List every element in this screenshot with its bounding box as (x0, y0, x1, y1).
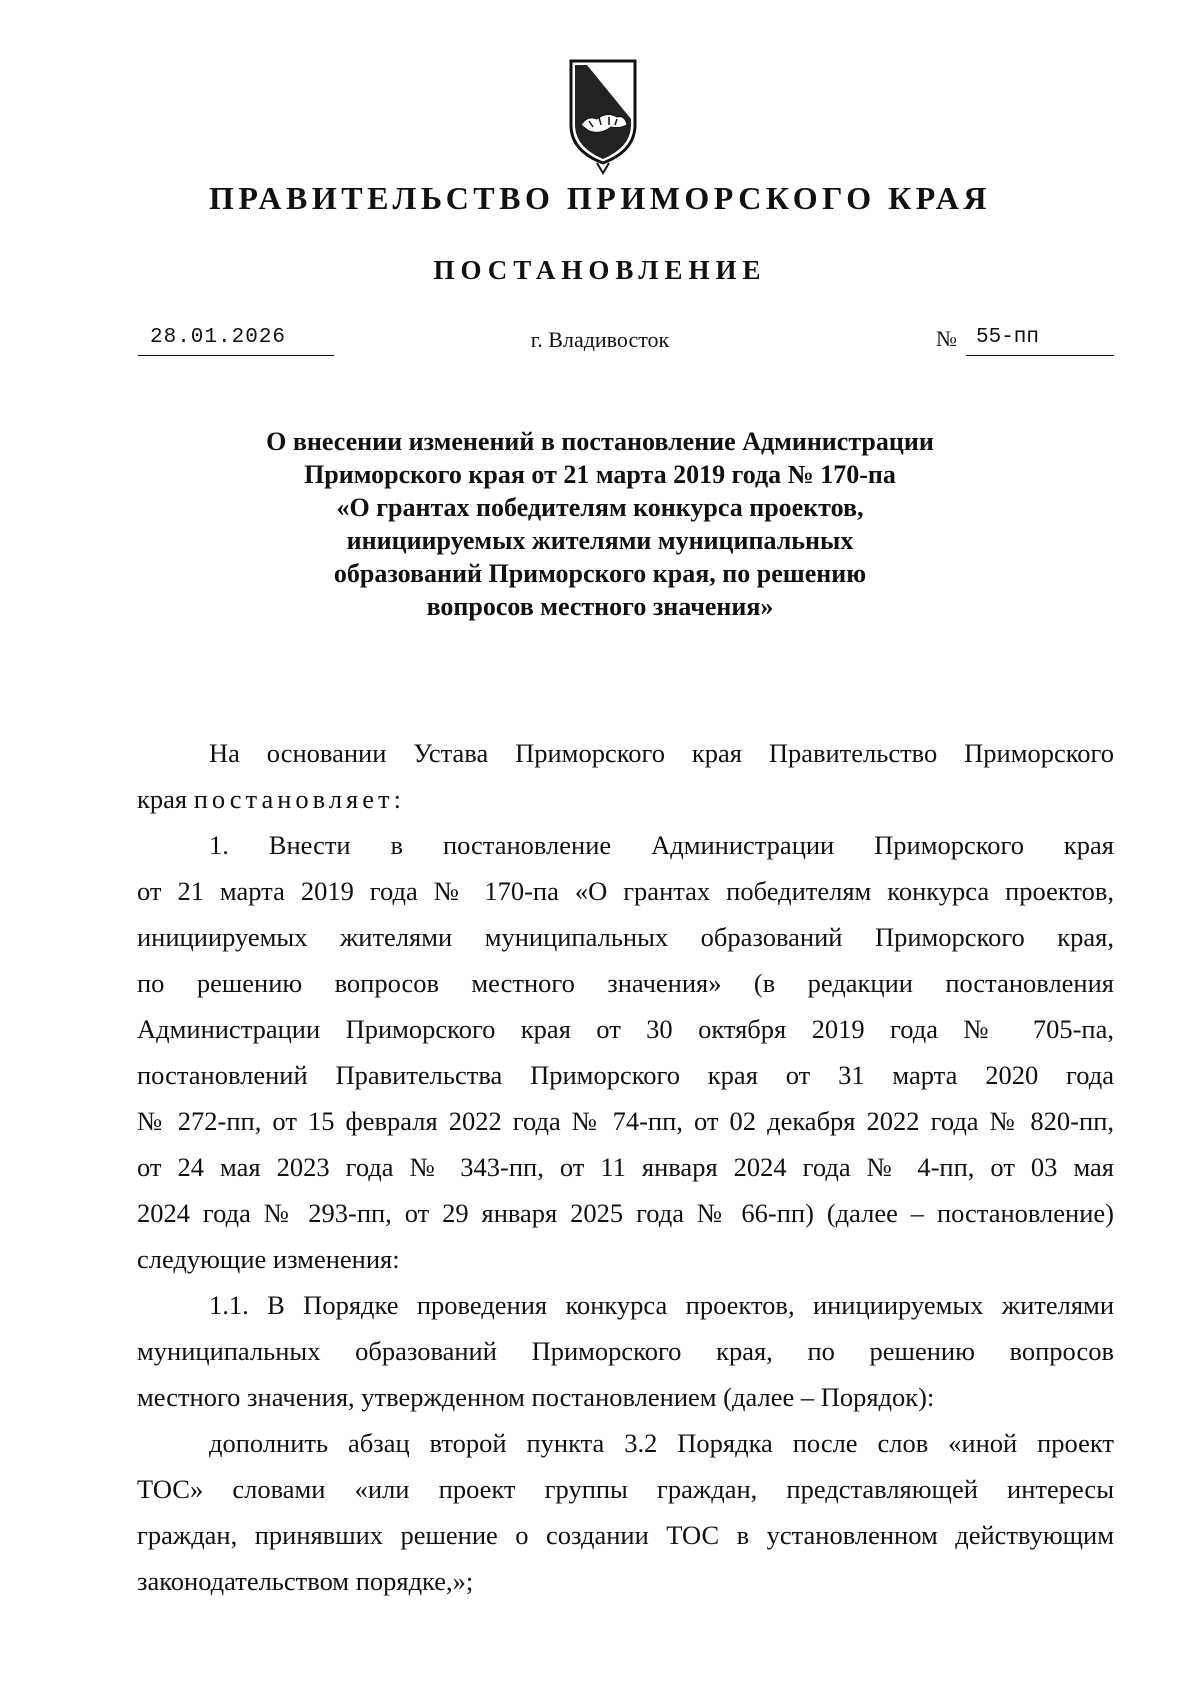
subject-line: вопросов местного значения» (426, 592, 774, 621)
government-title: ПРАВИТЕЛЬСТВО ПРИМОРСКОГО КРАЯ (209, 180, 991, 216)
body-line: № 272-пп, от 15 февраля 2022 года № 74-пп, от 02 декабря 2022 года № 820-пп, (137, 1106, 1114, 1136)
body-line: от 24 мая 2023 года № 343-пп, от 11 января 2024 года № 4-пп, от 03 мая (137, 1152, 1114, 1182)
body-line: следующие изменения: (137, 1244, 400, 1274)
document-date: 28.01.2026 (138, 326, 334, 356)
document-city: г. Владивосток (530, 327, 670, 352)
document-type: ПОСТАНОВЛЕНИЕ (433, 255, 767, 285)
document-number-block (936, 326, 1114, 356)
document-number: 55-пп (966, 326, 1114, 356)
body-line (137, 776, 1114, 822)
body-line: Администрации Приморского края от 30 октября 2019 года № 705-па, (137, 1014, 1114, 1044)
body-line: местного значения, утвержденном постановлением (далее – Порядок): (137, 1382, 935, 1412)
body-line: по решению вопросов местного значения» (в редакции постановления (137, 968, 1114, 998)
subject-line: О внесении изменений в постановление Администрации (266, 427, 934, 456)
body-line: инициируемых жителями муниципальных образований Приморского края, (137, 922, 1114, 952)
subject-line: образований Приморского края, по решению (333, 559, 867, 588)
document-subject (0, 425, 1200, 623)
document-body (137, 730, 1114, 1604)
preamble-prefix: края (137, 784, 188, 814)
coat-of-arms-icon (567, 55, 639, 175)
body-line: 2024 года № 293-пп, от 29 января 2025 года № 66-пп) (далее – постановление) (137, 1198, 1114, 1228)
subject-line: инициируемых жителями муниципальных (346, 526, 854, 555)
body-line: муниципальных образований Приморского края, по решению вопросов (137, 1336, 1114, 1366)
body-line: законодательством порядке,»; (137, 1566, 474, 1596)
body-line: граждан, принявших решение о создании ТОС в установленном действующим (137, 1520, 1114, 1550)
body-line: дополнить абзац второй пункта 3.2 Порядка после слов «иной проект (209, 1428, 1114, 1458)
body-line: от 21 марта 2019 года № 170-па «О грантах победителям конкурса проектов, (137, 876, 1114, 906)
body-line: 1.1. В Порядке проведения конкурса проектов, инициируемых жителями (209, 1290, 1114, 1320)
body-line: 1. Внести в постановление Администрации Приморского края (209, 830, 1114, 860)
subject-line: Приморского края от 21 марта 2019 года № 170-па (304, 460, 896, 489)
subject-line: «О грантах победителям конкурса проектов, (336, 493, 864, 522)
body-line: постановлений Правительства Приморского края от 31 марта 2020 года (137, 1060, 1114, 1090)
preamble-resolves: постановляет: (193, 784, 405, 814)
body-line: На основании Устава Приморского края Правительство Приморского (209, 738, 1114, 768)
body-line: ТОС» словами «или проект группы граждан, представляющей интересы (137, 1474, 1114, 1504)
number-sign: № (936, 326, 957, 351)
